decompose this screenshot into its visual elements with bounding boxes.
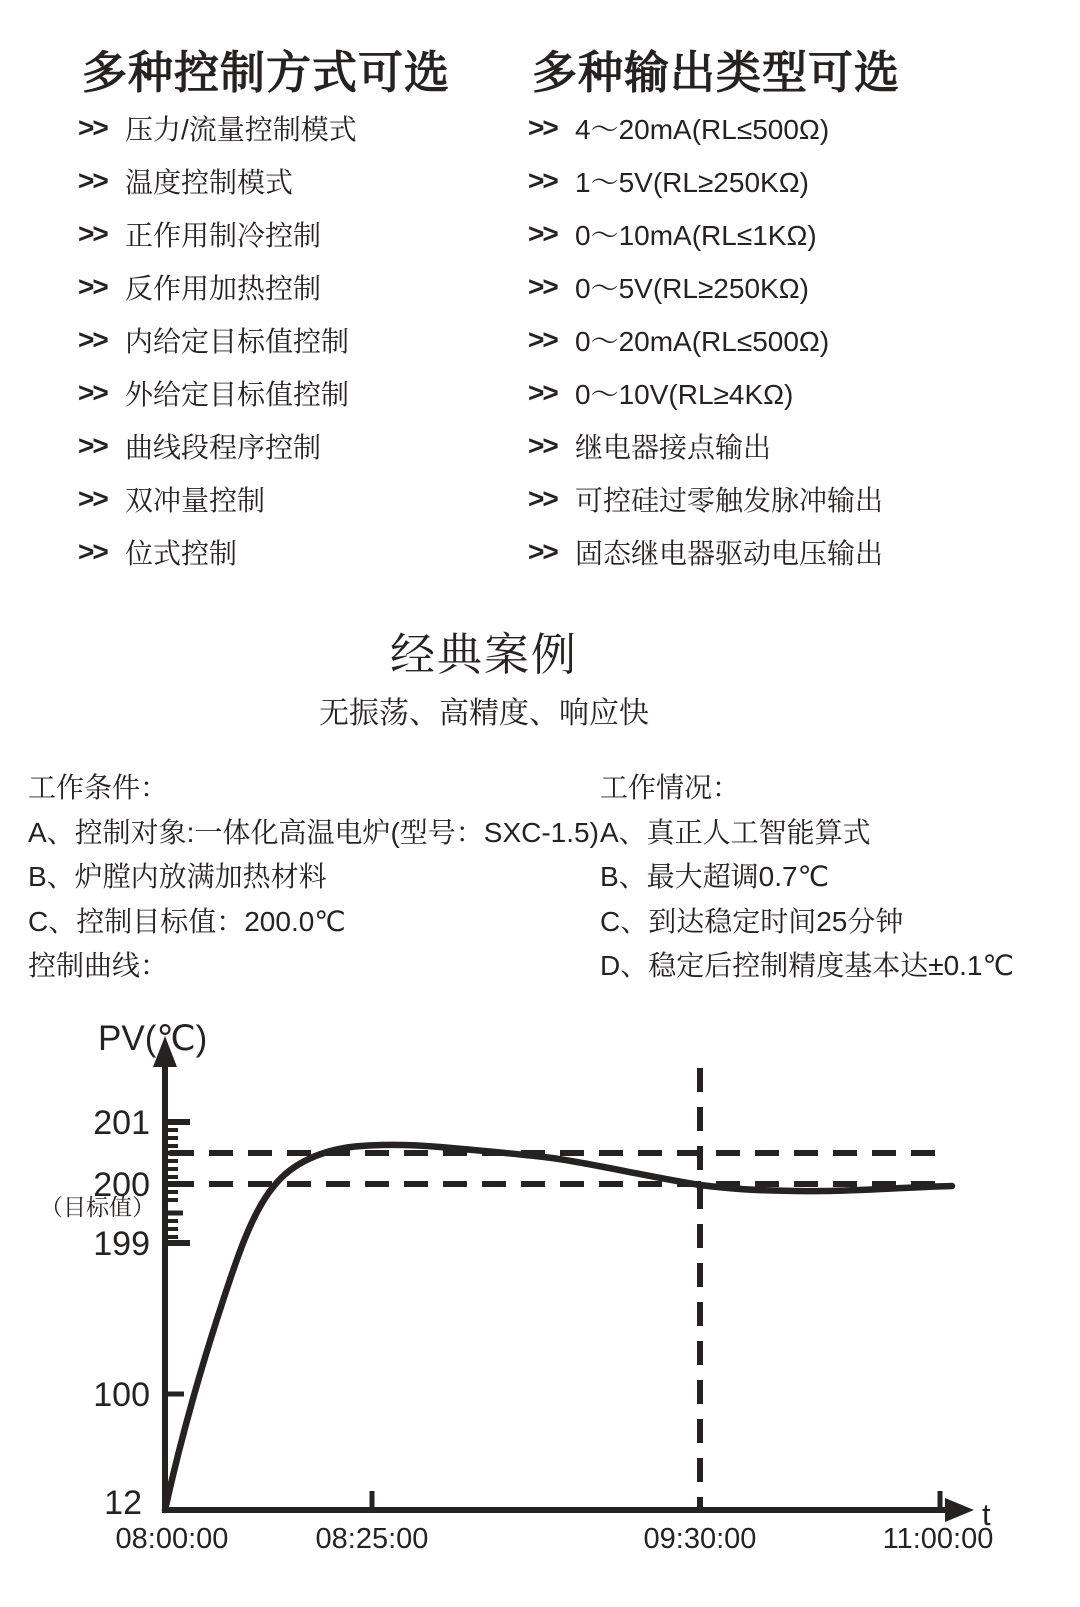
list-item (528, 472, 883, 525)
working-results-column (600, 766, 1014, 989)
y-tick-200: 200 (93, 1166, 150, 1204)
list-item (78, 419, 357, 472)
y-tick-201: 201 (93, 1104, 150, 1142)
chevron-bullet-icon: >> (78, 429, 107, 461)
chevron-bullet-icon: >> (78, 535, 107, 567)
results-heading: 工作情况： (600, 772, 741, 803)
list-item-label: 固态继电器驱动电压输出 (575, 537, 884, 569)
y-axis-label: PV(℃) (98, 1019, 208, 1058)
list-item-label: 继电器接点输出 (575, 431, 772, 463)
list-item-label: 0～5V(RL≥250KΩ) (575, 272, 809, 304)
control-curve-label: 控制曲线： (28, 950, 169, 982)
chevron-bullet-icon: >> (78, 270, 107, 302)
x-axis-arrow-icon (945, 1498, 974, 1522)
chevron-bullet-icon: >> (528, 217, 557, 249)
list-item (78, 525, 357, 578)
list-item (528, 154, 883, 207)
chevron-bullet-icon: >> (528, 376, 557, 408)
target-value-note: （目标值） (40, 1194, 155, 1220)
x-axis-label: t (982, 1497, 991, 1532)
list-item (528, 525, 883, 578)
control-curve-chart (0, 980, 1080, 1607)
list-item (528, 207, 883, 260)
list-item-label: 位式控制 (125, 537, 238, 569)
condition-item: C、控制目标值：200.0℃ (28, 905, 346, 937)
chevron-bullet-icon: >> (78, 323, 107, 355)
list-item-label: 4～20mA(RL≤500Ω) (575, 113, 830, 145)
list-item (78, 101, 357, 154)
output-types-list (528, 101, 883, 578)
list-item-label: 正作用制冷控制 (125, 219, 322, 251)
classic-case-title: 经典案例 (389, 629, 578, 680)
y-tick-12: 12 (104, 1484, 142, 1522)
control-modes-list (78, 101, 357, 578)
list-item-label: 温度控制模式 (125, 166, 294, 198)
list-item (528, 260, 883, 313)
chevron-bullet-icon: >> (528, 111, 557, 143)
list-item-label: 1～5V(RL≥250KΩ) (575, 166, 809, 198)
y-tick-100: 100 (93, 1376, 150, 1414)
chevron-bullet-icon: >> (528, 535, 557, 567)
chevron-bullet-icon: >> (78, 376, 107, 408)
y-tick-199: 199 (93, 1225, 150, 1263)
list-item (528, 313, 883, 366)
list-item-label: 可控硅过零触发脉冲输出 (575, 484, 884, 516)
result-item: D、稳定后控制精度基本达±0.1℃ (600, 950, 1014, 982)
x-tick-label-082500: 08:25:00 (315, 1523, 429, 1555)
chevron-bullet-icon: >> (528, 482, 557, 514)
chevron-bullet-icon: >> (528, 164, 557, 196)
list-item-label: 压力/流量控制模式 (125, 113, 357, 145)
chevron-bullet-icon: >> (78, 217, 107, 249)
output-types-title: 多种输出类型可选 (532, 47, 901, 98)
x-tick-label-093000: 09:30:00 (643, 1523, 757, 1555)
chevron-bullet-icon: >> (528, 429, 557, 461)
list-item (528, 366, 883, 419)
list-item-label: 外给定目标值控制 (125, 378, 350, 410)
y-axis-ruler (165, 1122, 190, 1394)
list-item-label: 0～10mA(RL≤1KΩ) (575, 219, 817, 251)
list-item (78, 366, 357, 419)
control-modes-title: 多种控制方式可选 (82, 47, 451, 98)
chevron-bullet-icon: >> (528, 323, 557, 355)
pv-time-plot (0, 980, 1080, 1607)
conditions-heading: 工作条件： (28, 772, 169, 803)
list-item-label: 内给定目标值控制 (125, 325, 350, 357)
list-item (78, 260, 357, 313)
list-item-label: 0～10V(RL≥4KΩ) (575, 378, 794, 410)
result-item: B、最大超调0.7℃ (600, 861, 830, 893)
list-item-label: 反作用加热控制 (125, 272, 322, 304)
list-item-label: 0～20mA(RL≤500Ω) (575, 325, 830, 357)
list-item (78, 154, 357, 207)
list-item (78, 313, 357, 366)
pv-curve (165, 1145, 952, 1510)
working-conditions-column (28, 766, 599, 989)
result-item: A、真正人工智能算式 (600, 816, 871, 848)
condition-item: A、控制对象:一体化高温电炉(型号：SXC-1.5) (28, 816, 599, 848)
chevron-bullet-icon: >> (528, 270, 557, 302)
list-item (78, 207, 357, 260)
condition-item: B、炉膛内放满加热材料 (28, 861, 327, 893)
chevron-bullet-icon: >> (78, 482, 107, 514)
list-item (78, 472, 357, 525)
list-item (528, 419, 883, 472)
result-item: C、到达稳定时间25分钟 (600, 905, 904, 937)
chevron-bullet-icon: >> (78, 164, 107, 196)
x-tick-label-080000: 08:00:00 (115, 1523, 229, 1555)
list-item (528, 101, 883, 154)
chevron-bullet-icon: >> (78, 111, 107, 143)
x-tick-label-110000: 11:00:00 (882, 1523, 994, 1555)
list-item-label: 曲线段程序控制 (125, 431, 322, 463)
classic-case-subtitle: 无振荡、高精度、响应快 (319, 697, 649, 730)
list-item-label: 双冲量控制 (125, 484, 266, 516)
